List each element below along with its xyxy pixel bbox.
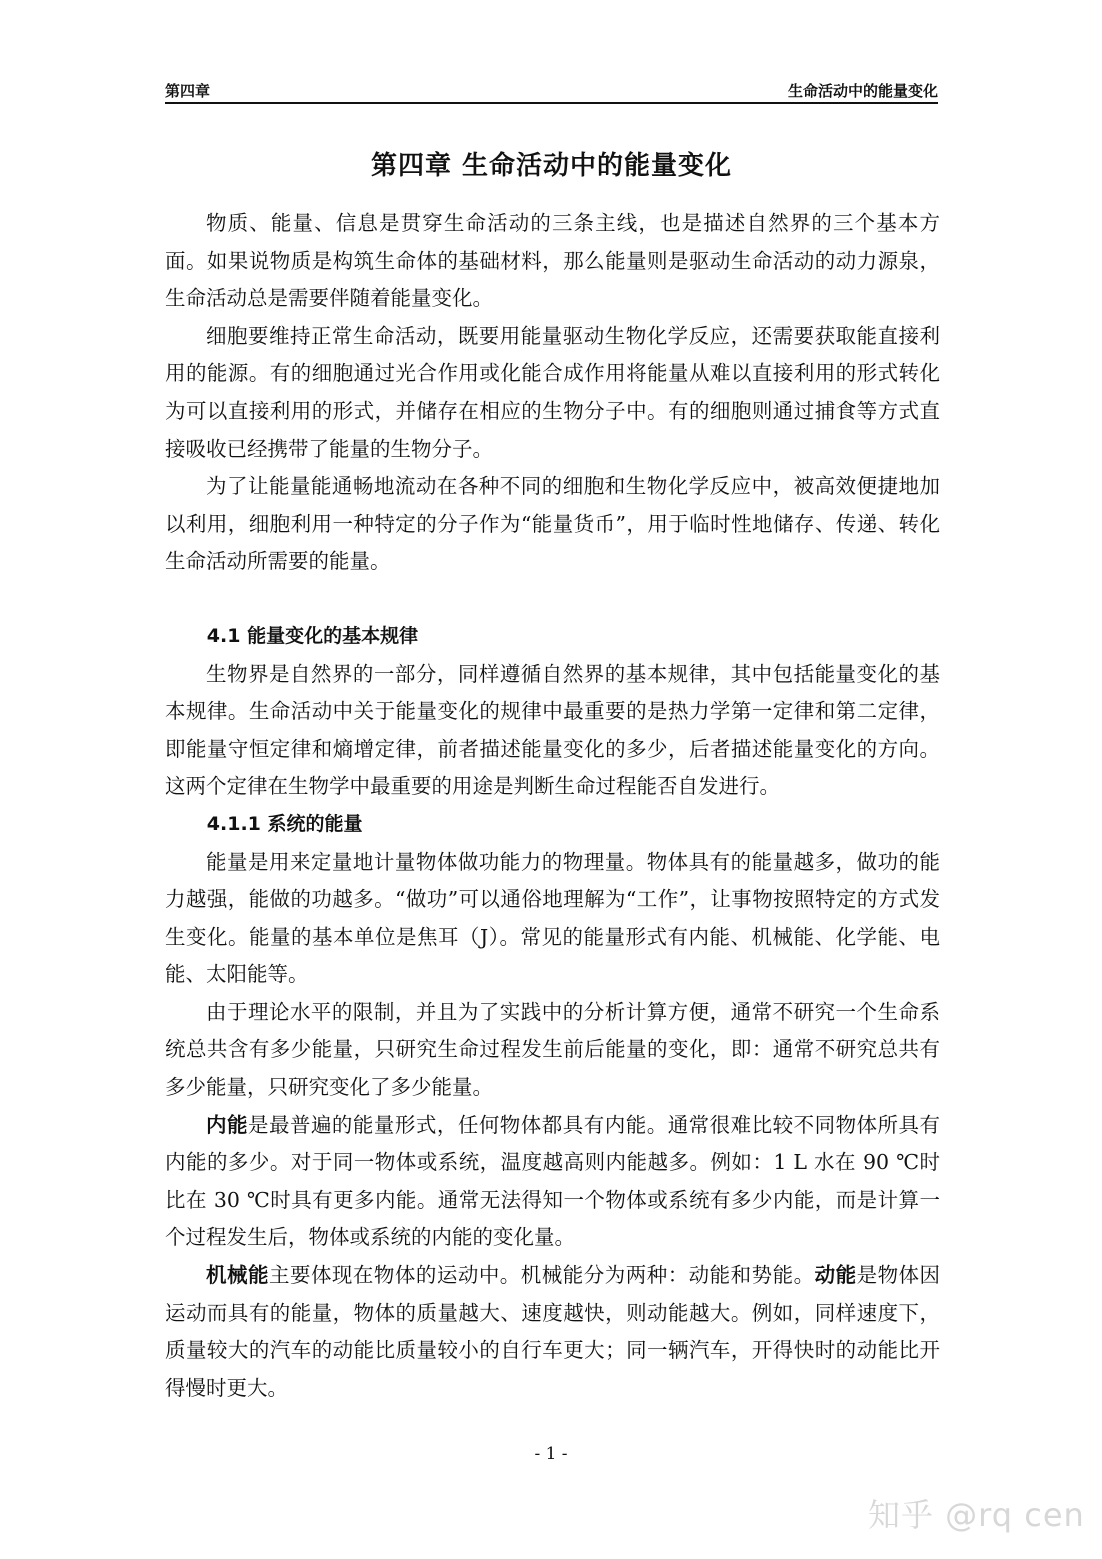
intro-paragraph-3: 为了让能量能通畅地流动在各种不同的细胞和生物化学反应中，被高效便捷地加以利用，细胞利用一种特定的分子作为“能量货币”，用于临时性地储存、传递、转化生命活动所需要的能量。 — [165, 474, 940, 574]
section-heading-4-1-1: 4.1.1 系统的能量 — [206, 812, 363, 835]
energy-change-paragraph: 由于理论水平的限制，并且为了实践中的分析计算方便，通常不研究一个生命系统总共含有多少能量，只研究生命过程发生前后能量的变化，即：通常不研究总共有多少能量，只研究变化了多少能量。 — [165, 999, 940, 1100]
mechanical-energy-paragraph — [165, 1257, 940, 1407]
intro-paragraph-2: 细胞要维持正常生命活动，既要用能量驱动生物化学反应，还需要获取能直接利用的能源。有的细胞通过光合作用或化能合成作用将能量从难以直接利用的形式转化为可以直接利用的形式，并储存在相应的生物分子中。有的细胞则通过捕食等方式直接吸收已经携带了能量的生物分子。 — [165, 323, 940, 461]
mechanical-energy-text: 主要体现在物体的运动中。机械能分为两种：动能和势能。 — [268, 1263, 815, 1288]
header-chapter-title: 生命活动中的能量变化 — [787, 82, 938, 100]
page-header — [165, 80, 938, 104]
kinetic-energy-text: 是物体因运动而具有的能量，物体的质量越大、速度越快，则动能越大。例如，同样速度下，质量较大的汽车的动能比质量较小的自行车更大；同一辆汽车，开得快时的动能比开得慢时更大。 — [165, 1263, 941, 1400]
term-internal-energy: 内能 — [206, 1112, 248, 1137]
document-body — [165, 205, 940, 1407]
energy-definition-paragraph: 能量是用来定量地计量物体做功能力的物理量。物体具有的能量越多，做功的能力越强，能做的功越多。“做功”可以通俗地理解为“工作”，让事物按照特定的方式发生变化。能量的基本单位是焦耳（J）。常见的能量形式有内能、机械能、化学能、电能、太阳能等。 — [165, 849, 940, 987]
term-mechanical-energy: 机械能 — [206, 1263, 269, 1288]
term-kinetic-energy: 动能 — [814, 1263, 857, 1288]
internal-energy-text: 是最普遍的能量形式，任何物体都具有内能。通常很难比较不同物体所具有内能的多少。对于同一物体或系统，温度越高则内能越多。例如：1 L 水在 90 ℃时比在 30 ℃时具有更多内能。通常无法得知一个物体或系统有多少内能，而是计算一个过程发生后，物体或系统的内能的变化量。 — [165, 1112, 941, 1250]
page-number: - 1 - — [534, 1444, 568, 1464]
internal-energy-paragraph — [165, 1107, 940, 1257]
header-chapter-label: 第四章 — [165, 82, 211, 100]
section-spacer — [165, 581, 940, 618]
section-4-1-paragraph: 生物界是自然界的一部分，同样遵循自然界的基本规律，其中包括能量变化的基本规律。生命活动中关于能量变化的规律中最重要的是热力学第一定律和第二定律，即能量守恒定律和熵增定律，前者描述能量变化的多少，后者描述能量变化的方向。这两个定律在生物学中最重要的用途是判断生命过程能否自发进行。 — [165, 661, 940, 799]
watermark: 知乎 @rq cen — [868, 1496, 1085, 1534]
chapter-title: 第四章 生命活动中的能量变化 — [370, 151, 733, 181]
section-heading-4-1: 4.1 能量变化的基本规律 — [206, 624, 419, 647]
intro-paragraph-1: 物质、能量、信息是贯穿生命活动的三条主线，也是描述自然界的三个基本方面。如果说物质是构筑生命体的基础材料，那么能量则是驱动生命活动的动力源泉，生命活动总是需要伴随着能量变化。 — [165, 211, 940, 311]
